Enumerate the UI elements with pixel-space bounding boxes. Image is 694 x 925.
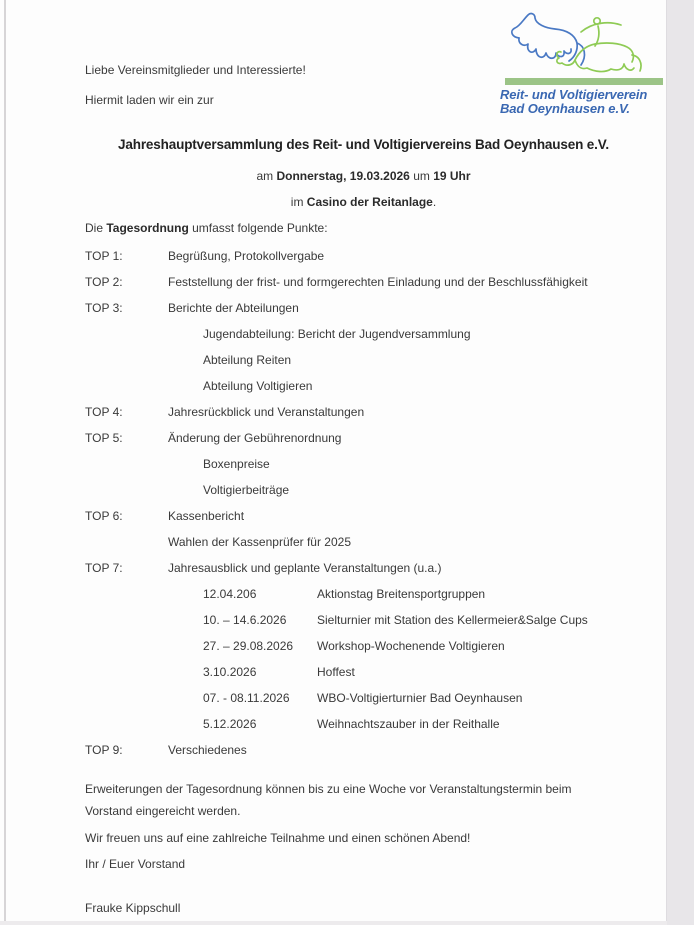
letter-title: Jahreshauptversammlung des Reit- und Voltigiervereins Bad Oeynhausen e.V. bbox=[118, 137, 609, 152]
datetime-prefix: am bbox=[256, 169, 277, 183]
event-name: Hoffest bbox=[317, 665, 355, 679]
event-name: Sielturnier mit Station des Kellermeier&Salge Cups bbox=[317, 613, 588, 627]
agenda-top-label: TOP 6: bbox=[85, 509, 123, 523]
agenda-row bbox=[85, 274, 642, 300]
club-name-line2: Bad Oeynhausen e.V. bbox=[500, 101, 630, 116]
salutation: Liebe Vereinsmitglieder und Interessierte! bbox=[85, 63, 306, 77]
agenda-intro bbox=[85, 220, 642, 236]
event-date: 12.04.206 bbox=[203, 587, 257, 601]
event-name: Weihnachtszauber in der Reithalle bbox=[317, 717, 500, 731]
event-row bbox=[85, 664, 642, 690]
location-prefix: im bbox=[290, 195, 307, 209]
event-date: 3.10.2026 bbox=[203, 665, 257, 679]
agenda-list bbox=[85, 248, 642, 768]
agenda-subitem bbox=[85, 456, 642, 482]
meeting-time: 19 Uhr bbox=[433, 169, 471, 183]
agenda-subitem-text: Abteilung Reiten bbox=[203, 353, 292, 367]
datetime-mid: um bbox=[409, 169, 434, 183]
page-edge-bottom bbox=[0, 921, 667, 925]
agenda-top-label: TOP 4: bbox=[85, 405, 123, 419]
event-date: 10. – 14.6.2026 bbox=[203, 613, 287, 627]
letter-body bbox=[85, 0, 642, 916]
agenda-row bbox=[85, 248, 642, 274]
signoff-line: Ihr / Euer Vorstand bbox=[85, 857, 186, 871]
agenda-intro-post: umfasst folgende Punkte: bbox=[188, 221, 328, 235]
agenda-row bbox=[85, 508, 642, 534]
event-date: 27. – 29.08.2026 bbox=[203, 639, 294, 653]
agenda-item-text: Berichte der Abteilungen bbox=[168, 301, 299, 315]
note-line2: Vorstand eingereicht werden. bbox=[85, 804, 241, 818]
extension-note bbox=[85, 778, 642, 822]
signature-name: Frauke Kippschull bbox=[85, 901, 181, 915]
event-date: 5.12.2026 bbox=[203, 717, 257, 731]
event-name: Workshop-Wochenende Voltigieren bbox=[317, 639, 505, 653]
agenda-row bbox=[85, 300, 642, 326]
agenda-row bbox=[85, 404, 642, 430]
agenda-intro-bold: Tagesordnung bbox=[106, 221, 189, 235]
page-edge-left bbox=[4, 0, 6, 925]
thanks-line: Wir freuen uns auf eine zahlreiche Teilnahme und einen schönen Abend! bbox=[85, 831, 471, 845]
intro-line: Hiermit laden wir ein zur bbox=[85, 93, 214, 107]
event-row bbox=[85, 586, 642, 612]
agenda-subitem-text: Abteilung Voltigieren bbox=[203, 379, 313, 393]
event-date: 07. - 08.11.2026 bbox=[203, 691, 290, 705]
agenda-row bbox=[85, 560, 642, 586]
agenda-top-label: TOP 1: bbox=[85, 249, 123, 263]
event-row bbox=[85, 638, 642, 664]
agenda-intro-pre: Die bbox=[85, 221, 107, 235]
agenda-subitem bbox=[85, 378, 642, 404]
agenda-subitem bbox=[85, 352, 642, 378]
agenda-item-text: Jahresrückblick und Veranstaltungen bbox=[168, 405, 365, 419]
event-name: Aktionstag Breitensportgruppen bbox=[317, 587, 486, 601]
event-row bbox=[85, 690, 642, 716]
agenda-item-text: Begrüßung, Protokollvergabe bbox=[168, 249, 325, 263]
agenda-top-label: TOP 7: bbox=[85, 561, 123, 575]
agenda-subitem bbox=[85, 326, 642, 352]
club-name-line1: Reit- und Voltigierverein bbox=[500, 87, 648, 102]
meeting-location bbox=[85, 194, 642, 210]
event-row bbox=[85, 716, 642, 742]
agenda-subitem-text: Voltigierbeiträge bbox=[203, 483, 290, 497]
agenda-top-label: TOP 3: bbox=[85, 301, 123, 315]
event-row bbox=[85, 612, 642, 638]
agenda-continuation bbox=[85, 534, 642, 560]
agenda-top-label: TOP 5: bbox=[85, 431, 123, 445]
meeting-datetime bbox=[85, 168, 642, 184]
location-name: Casino der Reitanlage bbox=[306, 195, 433, 209]
meeting-date: Donnerstag, 19.03.2026 bbox=[276, 169, 410, 183]
agenda-item-text: Änderung der Gebührenordnung bbox=[168, 431, 342, 445]
agenda-row bbox=[85, 742, 642, 768]
page-edge-right bbox=[666, 0, 694, 925]
location-suffix: . bbox=[432, 195, 437, 209]
agenda-top-label: TOP 9: bbox=[85, 743, 123, 757]
agenda-item-text: Feststellung der frist- und formgerechten Einladung und der Beschlussfähigkeit bbox=[168, 275, 588, 289]
agenda-top-label: TOP 2: bbox=[85, 275, 123, 289]
agenda-subitem bbox=[85, 482, 642, 508]
agenda-item-text: Jahresausblick und geplante Veranstaltungen (u.a.) bbox=[168, 561, 442, 575]
event-name: WBO-Voltigierturnier Bad Oeynhausen bbox=[317, 691, 523, 705]
agenda-continuation-text: Wahlen der Kassenprüfer für 2025 bbox=[168, 535, 351, 549]
agenda-item-text: Verschiedenes bbox=[168, 743, 247, 757]
agenda-subitem-text: Boxenpreise bbox=[203, 457, 270, 471]
agenda-row bbox=[85, 430, 642, 456]
agenda-subitem-text: Jugendabteilung: Bericht der Jugendversammlung bbox=[203, 327, 471, 341]
note-line1: Erweiterungen der Tagesordnung können bis zu eine Woche vor Veranstaltungstermin beim bbox=[85, 782, 572, 796]
agenda-item-text: Kassenbericht bbox=[168, 509, 245, 523]
